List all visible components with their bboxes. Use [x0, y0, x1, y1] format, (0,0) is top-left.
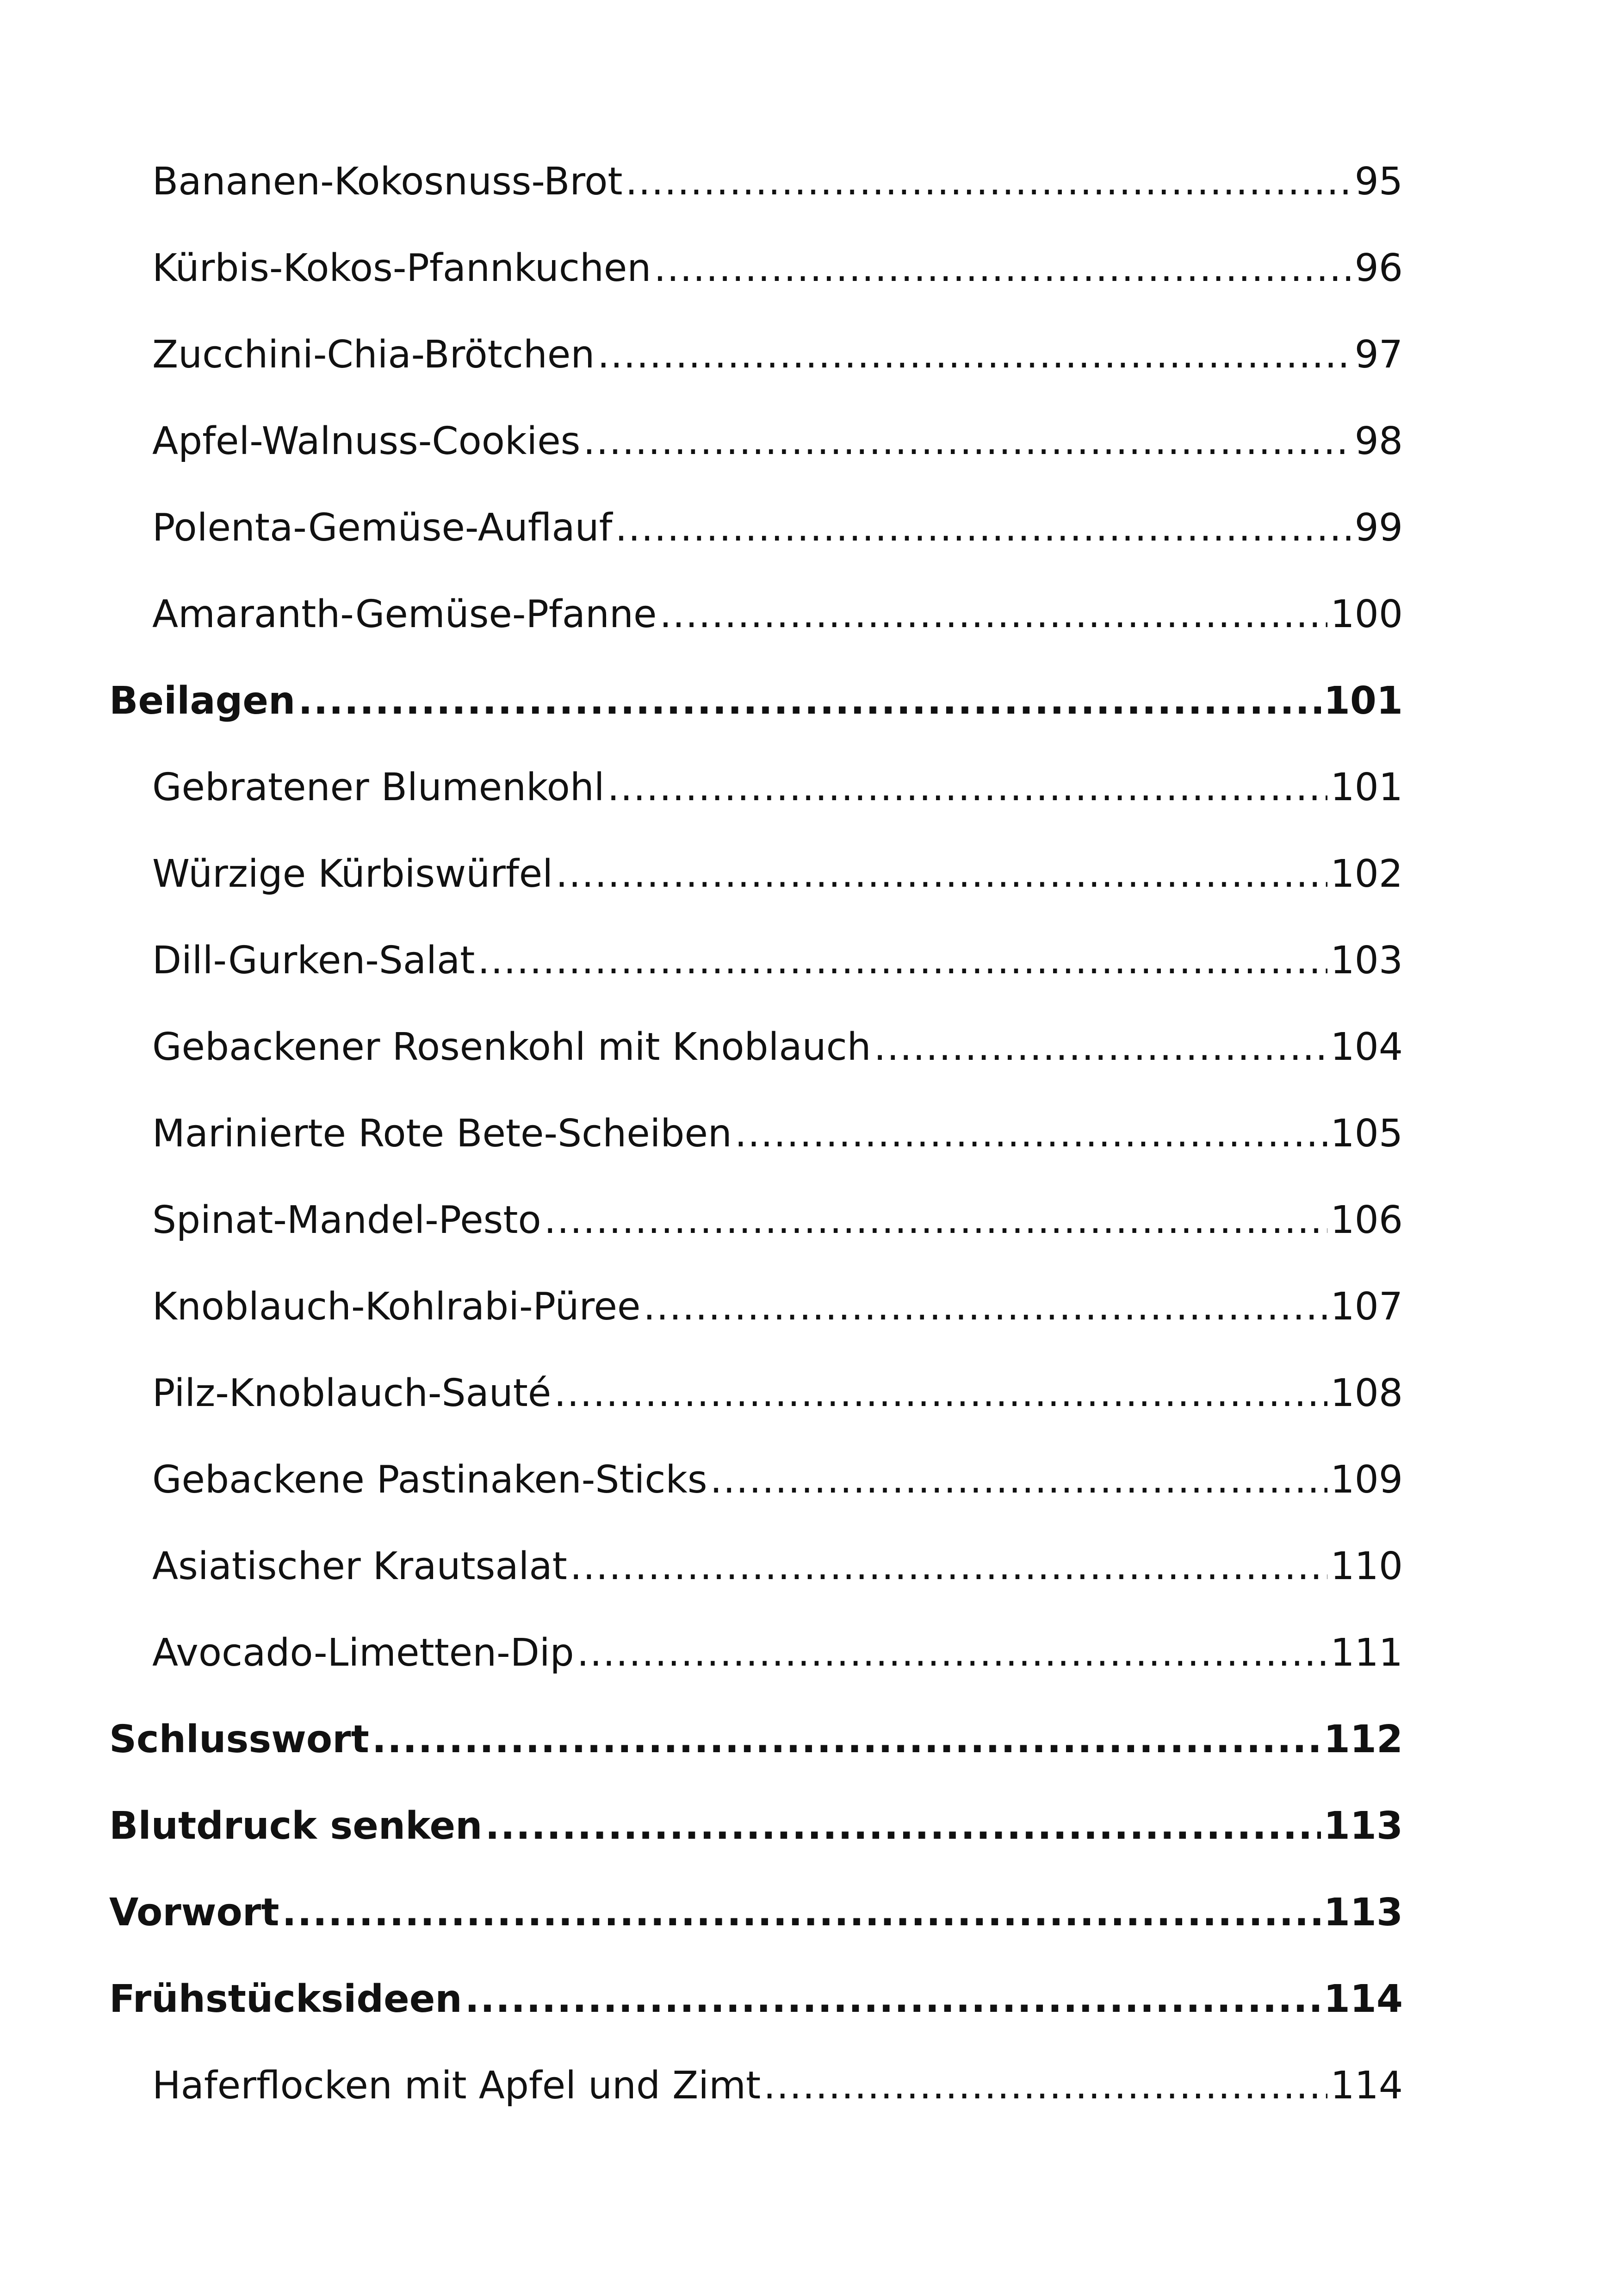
toc-entry-title: Vorwort	[109, 1891, 279, 1935]
toc-entry-page-number: 111	[1330, 1631, 1403, 1675]
toc-entry-page-number: 102	[1330, 852, 1403, 896]
toc-entry-title: Pilz-Knoblauch-Sauté	[152, 1371, 552, 1415]
toc-sub-entry[interactable]	[109, 1112, 1403, 1201]
toc-entry-page-number: 101	[1323, 679, 1403, 723]
toc-entry-page-number: 103	[1330, 939, 1403, 983]
dot-leader	[608, 769, 1328, 807]
toc-sub-entry[interactable]	[109, 1198, 1403, 1288]
toc-entry-page-number: 104	[1330, 1025, 1403, 1069]
dot-leader	[544, 1201, 1328, 1239]
toc-entry-title: Gebackene Pastinaken-Sticks	[152, 1458, 707, 1502]
toc-entry-page-number: 95	[1354, 160, 1403, 204]
dot-leader	[282, 1894, 1320, 1932]
toc-sub-entry[interactable]	[109, 2064, 1403, 2153]
toc-sub-entry[interactable]	[109, 765, 1403, 855]
toc-entry-page-number: 113	[1323, 1804, 1403, 1848]
toc-entry-title: Amaranth-Gemüse-Pfanne	[152, 592, 657, 636]
toc-entry-page-number: 107	[1330, 1285, 1403, 1329]
toc-chapter-entry[interactable]	[109, 679, 1403, 769]
toc-chapter-entry[interactable]	[109, 1977, 1403, 2067]
toc-sub-entry[interactable]	[109, 1285, 1403, 1375]
toc-entry-title: Blutdruck senken	[109, 1804, 483, 1848]
toc-sub-entry[interactable]	[109, 1025, 1403, 1115]
toc-entry-title: Frühstücksideen	[109, 1977, 462, 2021]
dot-leader	[465, 1980, 1321, 2018]
toc-entry-page-number: 105	[1330, 1112, 1403, 1156]
toc-entry-title: Dill-Gurken-Salat	[152, 939, 475, 983]
toc-entry-title: Kürbis-Kokos-Pfannkuchen	[152, 246, 651, 290]
toc-chapter-entry[interactable]	[109, 1804, 1403, 1894]
dot-leader	[763, 2067, 1327, 2105]
dot-leader	[643, 1288, 1327, 1326]
toc-chapter-entry[interactable]	[109, 1717, 1403, 1807]
toc-entry-page-number: 106	[1330, 1198, 1403, 1242]
dot-leader	[554, 1375, 1327, 1412]
toc-sub-entry[interactable]	[109, 333, 1403, 423]
dot-leader	[570, 1548, 1328, 1586]
toc-entry-page-number: 108	[1330, 1371, 1403, 1415]
toc-entry-page-number: 113	[1323, 1891, 1403, 1935]
toc-entry-title: Gebratener Blumenkohl	[152, 765, 605, 809]
toc-sub-entry[interactable]	[109, 1631, 1403, 1721]
dot-leader	[485, 1807, 1321, 1845]
toc-sub-entry[interactable]	[109, 939, 1403, 1028]
toc-sub-entry[interactable]	[109, 852, 1403, 942]
toc-entry-page-number: 100	[1330, 592, 1403, 636]
toc-sub-entry[interactable]	[109, 1458, 1403, 1548]
toc-sub-entry[interactable]	[109, 419, 1403, 509]
toc-entry-title: Zucchini-Chia-Brötchen	[152, 333, 595, 377]
dot-leader	[710, 1461, 1328, 1499]
dot-leader	[577, 1634, 1328, 1672]
toc-entry-page-number: 97	[1354, 333, 1403, 377]
toc-sub-entry[interactable]	[109, 246, 1403, 336]
table-of-contents	[109, 160, 1403, 2153]
toc-entry-title: Apfel-Walnuss-Cookies	[152, 419, 581, 463]
dot-leader	[477, 942, 1327, 980]
toc-entry-title: Spinat-Mandel-Pesto	[152, 1198, 541, 1242]
toc-entry-page-number: 98	[1354, 419, 1403, 463]
dot-leader	[735, 1115, 1328, 1153]
toc-sub-entry[interactable]	[109, 592, 1403, 682]
dot-leader	[874, 1028, 1328, 1066]
toc-sub-entry[interactable]	[109, 160, 1403, 249]
toc-entry-page-number: 96	[1354, 246, 1403, 290]
dot-leader	[372, 1721, 1321, 1759]
toc-entry-page-number: 109	[1330, 1458, 1403, 1502]
toc-sub-entry[interactable]	[109, 1371, 1403, 1461]
toc-entry-title: Würzige Kürbiswürfel	[152, 852, 553, 896]
toc-entry-title: Beilagen	[109, 679, 296, 723]
toc-chapter-entry[interactable]	[109, 1891, 1403, 1980]
dot-leader	[583, 423, 1351, 460]
dot-leader	[298, 682, 1320, 720]
toc-entry-title: Marinierte Rote Bete-Scheiben	[152, 1112, 732, 1156]
dot-leader	[659, 596, 1327, 634]
toc-entry-page-number: 114	[1330, 2064, 1403, 2108]
toc-entry-title: Avocado-Limetten-Dip	[152, 1631, 574, 1675]
toc-sub-entry[interactable]	[109, 506, 1403, 596]
toc-sub-entry[interactable]	[109, 1544, 1403, 1634]
toc-entry-title: Haferflocken mit Apfel und Zimt	[152, 2064, 761, 2108]
dot-leader	[626, 163, 1352, 201]
dot-leader	[556, 855, 1327, 893]
toc-entry-page-number: 101	[1330, 765, 1403, 809]
toc-entry-page-number: 112	[1323, 1717, 1403, 1761]
toc-entry-page-number: 114	[1323, 1977, 1403, 2021]
dot-leader	[615, 509, 1352, 547]
toc-entry-title: Bananen-Kokosnuss-Brot	[152, 160, 623, 204]
dot-leader	[654, 249, 1351, 287]
toc-entry-page-number: 99	[1354, 506, 1403, 550]
toc-entry-title: Asiatischer Krautsalat	[152, 1544, 567, 1588]
dot-leader	[597, 336, 1351, 374]
toc-entry-title: Gebackener Rosenkohl mit Knoblauch	[152, 1025, 871, 1069]
toc-entry-title: Polenta-Gemüse-Auflauf	[152, 506, 613, 550]
toc-entry-title: Schlusswort	[109, 1717, 369, 1761]
toc-entry-page-number: 110	[1330, 1544, 1403, 1588]
toc-entry-title: Knoblauch-Kohlrabi-Püree	[152, 1285, 641, 1329]
